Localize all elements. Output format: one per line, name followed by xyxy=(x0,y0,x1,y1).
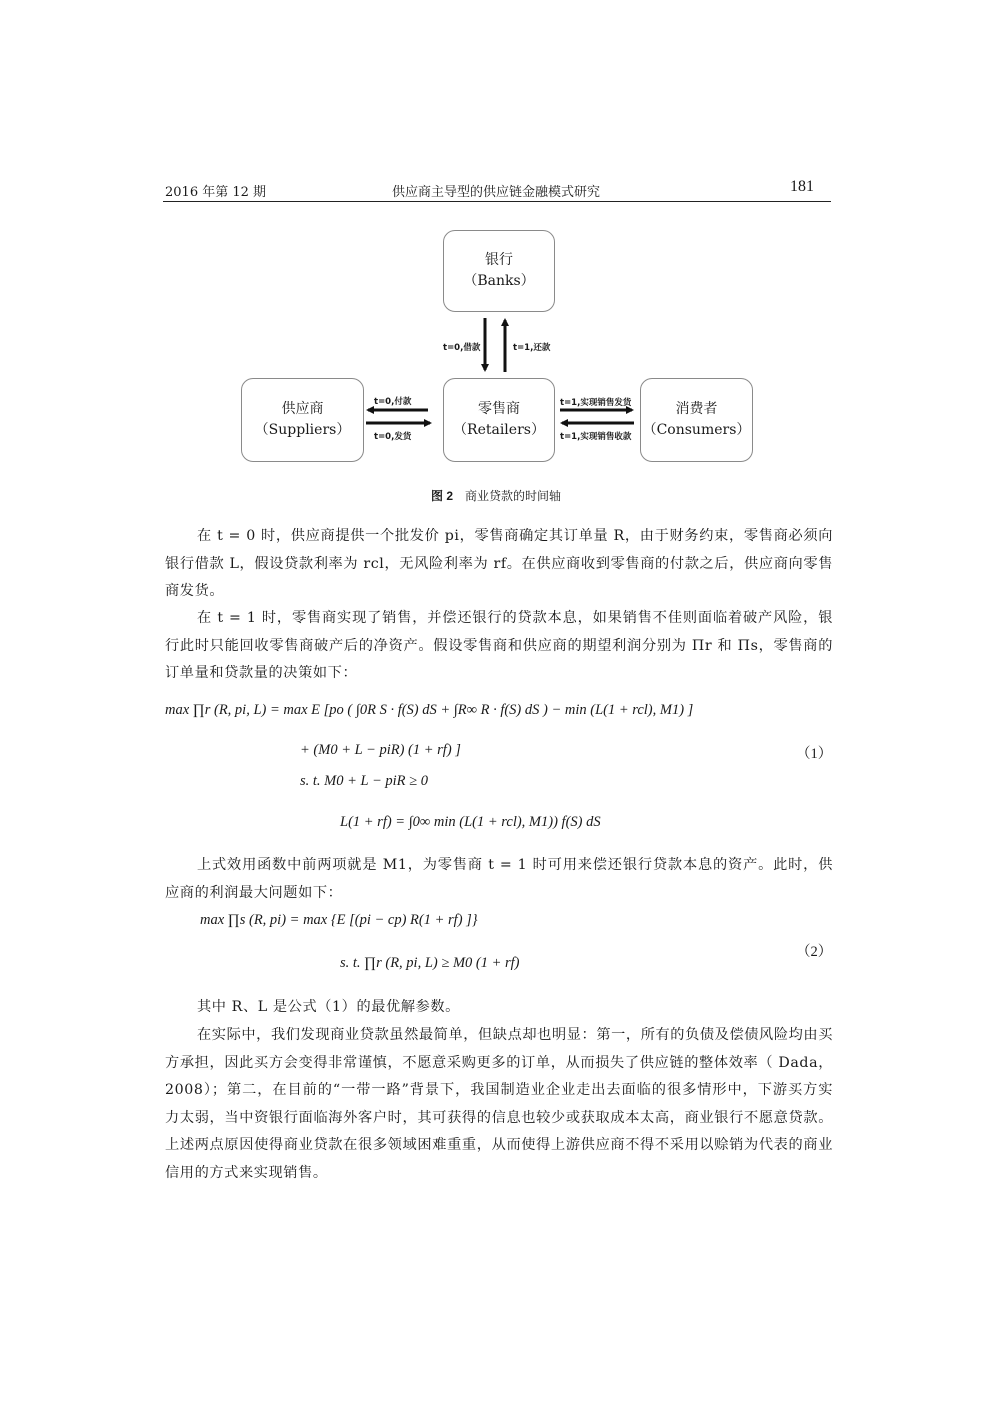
paragraph-2: 在 t = 1 时，零售商实现了销售，并偿还银行的贷款本息，如果销售不佳则面临着破产风险，银行此时只能回收零售商破产后的净资产。假设零售商和供应商的期望利润分别为 Πr 和 Πs，零售商的订单量和贷款量的决策如下： xyxy=(165,610,833,681)
paragraph-1: 在 t = 0 时，供应商提供一个批发价 pi，零售商确定其订单量 R，由于财务约束，零售商必须向银行借款 L，假设贷款利率为 rcl，无风险利率为 rf。在供应商收到零售商的付款之后，供应商向零售商发货。 xyxy=(165,528,833,599)
caption-label: 图 2 xyxy=(430,489,453,503)
consumer-label-cn: 消费者 xyxy=(675,401,718,417)
label-retailer-to-consumer: t=1,实现销售发货 xyxy=(560,398,632,408)
retailer-label-en: （Retailers） xyxy=(453,422,545,438)
paragraph-5: 在实际中，我们发现商业贷款虽然最简单，但缺点却也明显：第一，所有的负债及偿债风险均由买方承担，因此买方会变得非常谨慎，不愿意采购更多的订单，从而损失了供应链的整体效率（ Dada，2008）；第二，在目前的“一带一路”背景下，我国制造业企业走出去面临的很多情形中，下游买方实力太弱，当中资银行面临海外客户时，其可获得的信息也较少或获取成本太高，商业银行不愿意贷款。上述两点原因使得商业贷款在很多领域困难重重，从而使得上游供应商不得不采用以赊销为代表的商业信用的方式来实现销售。 xyxy=(165,1027,833,1181)
equation-2-line-2: s. t. ∏r (R, pi, L) ≥ M0 (1 + rf) xyxy=(340,955,520,971)
figure-caption xyxy=(0,487,992,504)
bank-label-en: （Banks） xyxy=(463,273,535,289)
equation-1-number: （1） xyxy=(796,746,833,762)
journal-issue: 2016 年第 12 期 xyxy=(165,185,267,200)
paragraph-3: 上式效用函数中前两项就是 M1，为零售商 t = 1 时可用来偿还银行贷款本息的资产。此时，供应商的利润最大问题如下： xyxy=(165,857,833,901)
equation-1-line-2: + (M0 + L − piR) (1 + rf) ] xyxy=(300,742,461,758)
paragraph-4: 其中 R、L 是公式（1）的最优解参数。 xyxy=(197,999,460,1015)
caption-text: 商业贷款的时间轴 xyxy=(465,489,562,503)
equation-1-line-1: max ∏r (R, pi, L) = max E [po ( ∫0R S · f(S) dS + ∫R∞ R · f(S) dS ) − min (L(1 + rcl), M1) ] xyxy=(165,702,694,718)
equation-2-number: （2） xyxy=(796,944,833,960)
supplier-label-cn: 供应商 xyxy=(281,401,324,417)
retailer-label-cn: 零售商 xyxy=(478,401,520,417)
running-title: 供应商主导型的供应链金融模式研究 xyxy=(391,185,600,200)
equation-2-line-1: max ∏s (R, pi) = max {E [(pi − cp) R(1 + rf) ]} xyxy=(200,912,478,928)
label-consumer-to-retailer: t=1,实现销售收款 xyxy=(560,432,632,442)
bank-label-cn: 银行 xyxy=(485,252,513,268)
label-supplier-to-retailer: t=0,发货 xyxy=(374,432,412,442)
equation-1-line-3: s. t. M0 + L − piR ≥ 0 xyxy=(300,773,428,789)
consumer-label-en: （Consumers） xyxy=(642,422,751,438)
diagram-arrows xyxy=(0,0,992,480)
label-retailer-to-bank: t=1,还款 xyxy=(513,343,551,353)
page-number: 181 xyxy=(790,178,814,195)
equation-1-line-4: L(1 + rf) = ∫0∞ min (L(1 + rcl), M1)) f(S) dS xyxy=(340,814,601,830)
label-bank-to-retailer: t=0,借款 xyxy=(443,343,481,353)
supplier-label-en: （Suppliers） xyxy=(254,422,351,438)
label-retailer-to-supplier: t=0,付款 xyxy=(374,397,412,407)
